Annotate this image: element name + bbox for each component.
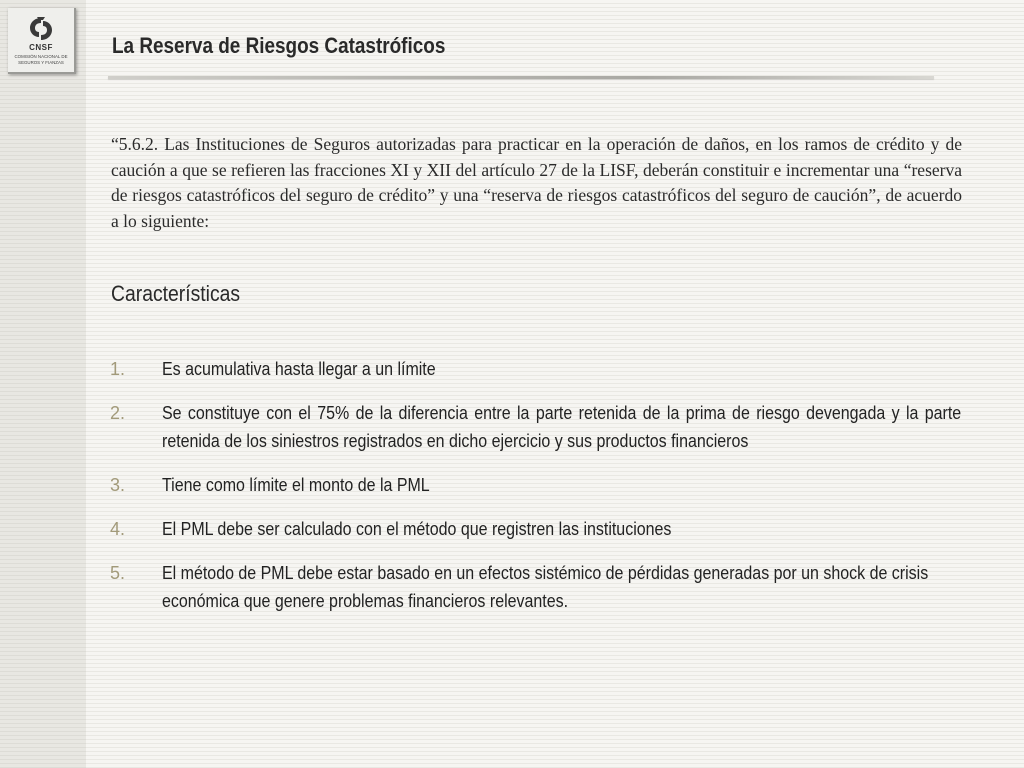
- list-item-number: 4.: [110, 519, 126, 539]
- logo-subtitle: COMISIÓN NACIONAL DE SEGUROS Y FIANZAS: [14, 54, 68, 65]
- list-item: [110, 559, 962, 615]
- list-item-text-wrap: [162, 559, 962, 615]
- list-item-number: 2.: [110, 403, 126, 423]
- list-item: [110, 399, 962, 455]
- left-sidebar: [0, 0, 86, 768]
- list-item-text: Se constituye con el 75% de la diferencia entre la parte retenida de la prima de riesgo devengada y la parte retenida de los siniestros registrados en dicho ejercicio y sus productos financieros: [162, 403, 962, 451]
- title-divider: [108, 76, 934, 79]
- list-item-number: 3.: [110, 475, 126, 495]
- section-heading: Características: [111, 281, 241, 306]
- list-item-text: Tiene como límite el monto de la PML: [162, 475, 430, 495]
- list-item-text-wrap: [162, 471, 962, 499]
- list-item-text-wrap: [162, 515, 962, 543]
- list-item: [110, 355, 962, 383]
- list-item-text: El PML debe ser calculado con el método que registren las instituciones: [162, 519, 672, 539]
- list-item-text-wrap: [162, 355, 962, 383]
- list-item-number: 1.: [110, 359, 126, 379]
- characteristics-list: [110, 355, 962, 615]
- slide-title: La Reserva de Riesgos Catastróficos: [112, 33, 446, 58]
- list-item-number: 5.: [110, 563, 126, 583]
- list-item: [110, 515, 962, 543]
- cnsf-emblem-icon: [26, 15, 56, 43]
- logo-name: CNSF: [29, 43, 53, 52]
- regulation-quote: “5.6.2. Las Instituciones de Seguros autorizadas para practicar en la operación de daños, en los ramos de crédito y de caución a que se refieren las fracciones XI y XII del artículo 27 de la LISF, deberán constituir e incrementar una “reserva de riesgos catastróficos del seguro de crédito” y una “reserva de riesgos catastróficos del seguro de caución”, de acuerdo a lo siguiente:: [111, 134, 962, 231]
- list-item-text: El método de PML debe estar basado en un efectos sistémico de pérdidas generadas por un shock de crisis económica que genere problemas financieros relevantes.: [162, 563, 929, 611]
- list-item: [110, 471, 962, 499]
- list-item-text: Es acumulativa hasta llegar a un límite: [162, 359, 436, 379]
- list-item-text-wrap: [162, 399, 962, 455]
- cnsf-logo: [8, 8, 76, 74]
